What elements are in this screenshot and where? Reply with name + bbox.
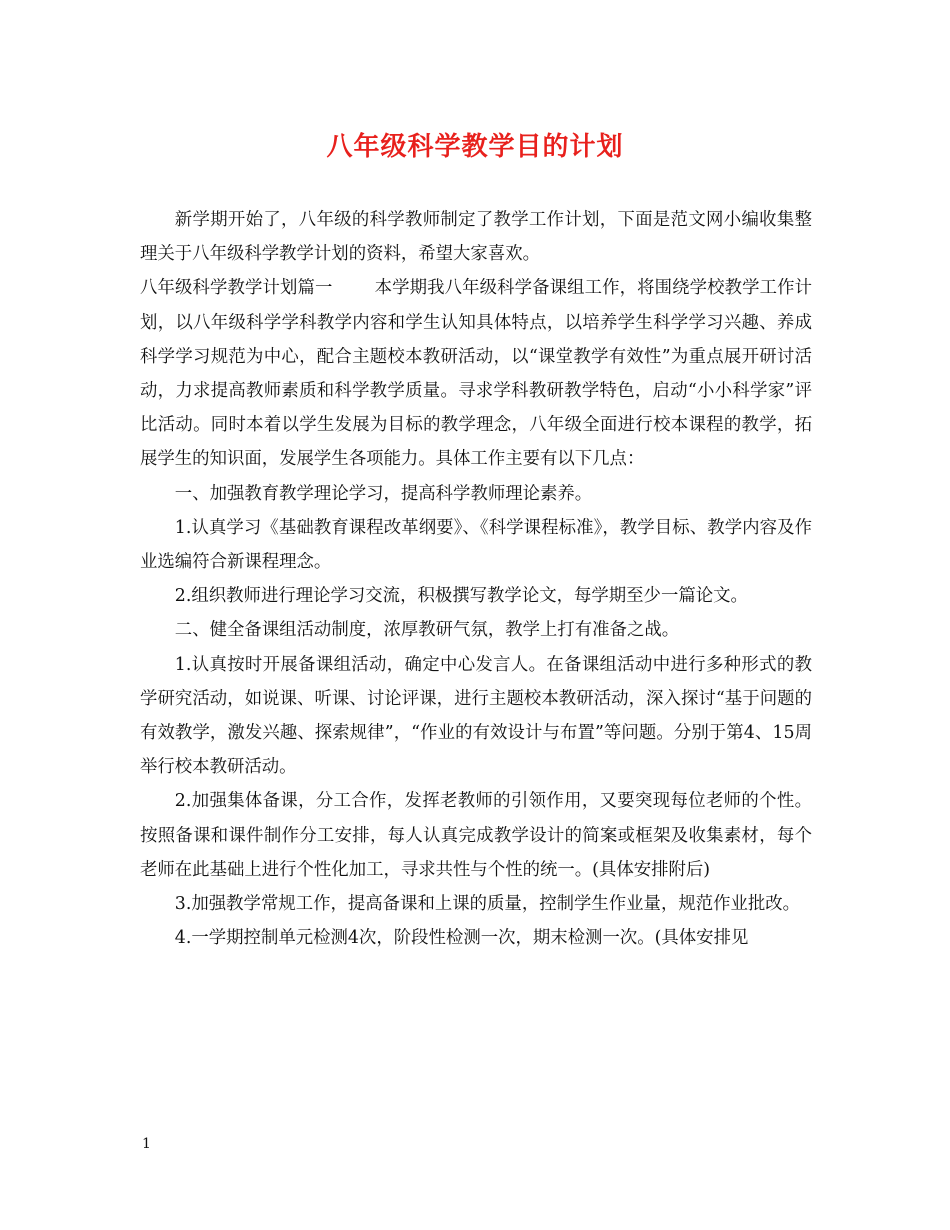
paragraph-1: 一、加强教育教学理论学习，提高科学教师理论素养。 (174, 483, 593, 504)
paragraph-3: 2.组织教师进行理论学习交流，积极撰写教学论文，每学期至少一篇论文。 (174, 586, 748, 607)
document-body (140, 203, 812, 955)
intro-paragraph: 新学期开始了，八年级的科学教师制定了教学工作计划，下面是范文网小编收集整理关于八年级科学教学计划的资料，希望大家喜欢。 (140, 210, 812, 265)
paragraph-2: 1.认真学习《基础教育课程改革纲要》、《科学课程标准》，教学目标、教学内容及作业选编符合新课程理念。 (140, 517, 812, 573)
paragraph-4: 二、健全备课组活动制度，浓厚教研气氛，教学上打有准备之战。 (174, 620, 680, 641)
paragraph-5: 1.认真按时开展备课组活动，确定中心发言人。在备课组活动中进行多种形式的教学研究活动，如说课、听课、讨论评课，进行主题校本教研活动，深入探讨“基于问题的有效教学，激发兴趣、探索规律”，“作业的有效设计与布置”等问题。分别于第4、15周举行校本教研活动。 (140, 654, 812, 778)
document-title: 八年级科学教学目的计划 (326, 132, 624, 162)
section-paragraph (140, 271, 812, 476)
paragraph-8: 4.一学期控制单元检测4次，阶段性检测一次，期末检测一次。(具体安排见 (174, 928, 749, 949)
section-heading: 八年级科学教学计划篇一 (140, 278, 333, 299)
paragraph-7: 3.加强教学常规工作，提高备课和上课的质量，控制学生作业量，规范作业批改。 (174, 894, 801, 915)
page-number: 1 (142, 1136, 151, 1152)
section-text: 本学期我八年级科学备课组工作，将围绕学校教学工作计划，以八年级科学学科教学内容和学生认知具体特点，以培养学生科学学习兴趣、养成科学学习规范为中心，配合主题校本教研活动，以“课堂教学有效性”为重点展开研讨活动，力求提高教师素质和科学教学质量。寻求学科教研教学特色，启动“小小科学家”评比活动。同时本着以学生发展为目标的教学理念，八年级全面进行校本课程的教学，拓展学生的知识面，发展学生各项能力。具体工作主要有以下几点： (140, 278, 812, 470)
paragraph-6: 2.加强集体备课，分工合作，发挥老教师的引领作用，又要突现每位老师的个性。按照备课和课件制作分工安排，每人认真完成教学设计的简案或框架及收集素材，每个老师在此基础上进行个性化加工，寻求共性与个性的统一。(具体安排附后) (140, 791, 812, 880)
